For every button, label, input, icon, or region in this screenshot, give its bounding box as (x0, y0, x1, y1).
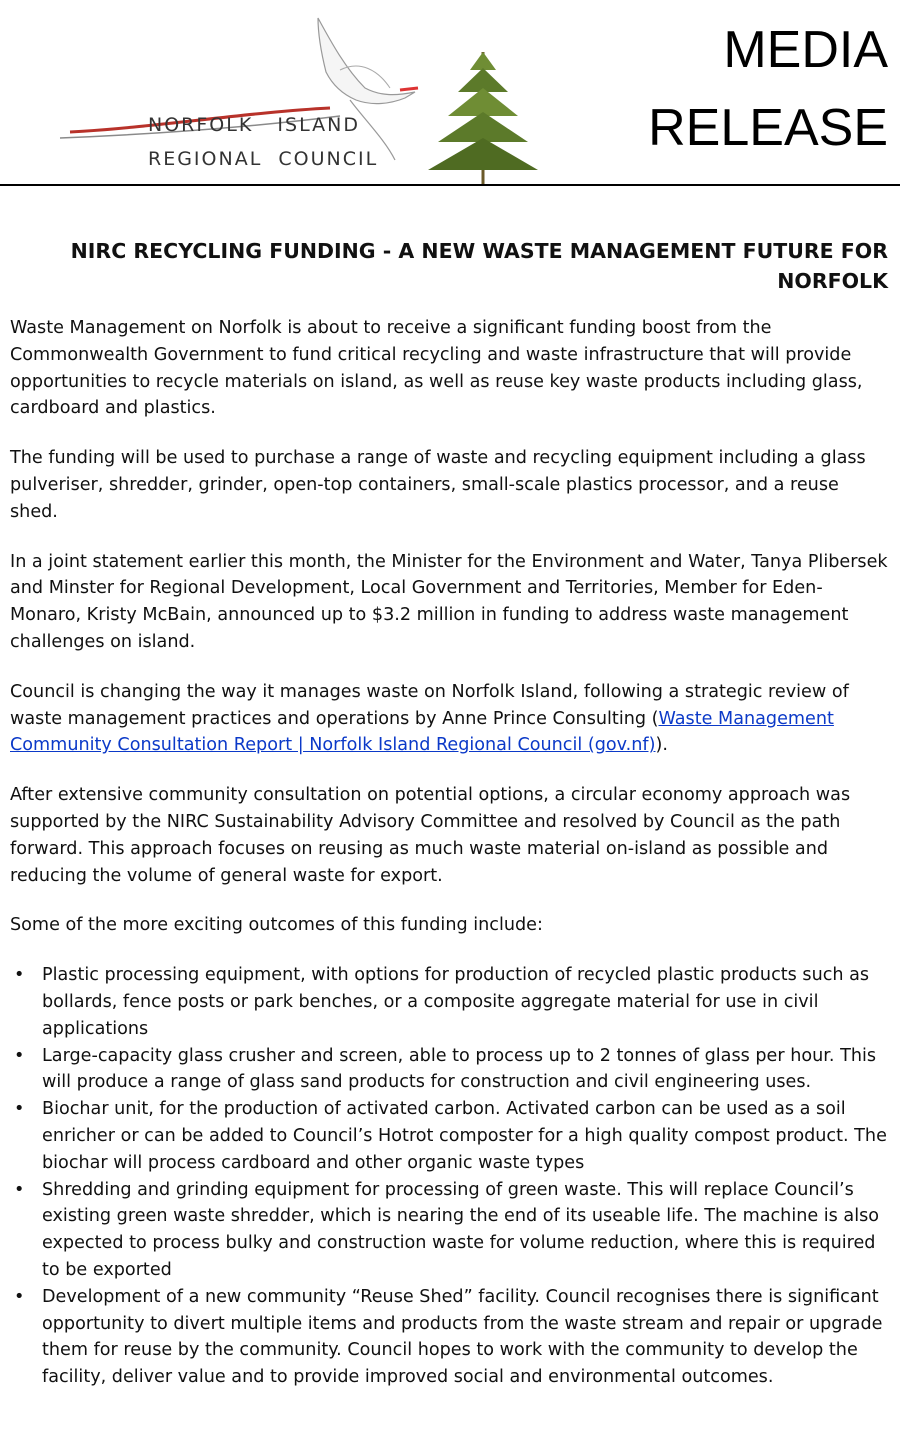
council-review-close: ). (655, 735, 668, 756)
bird-beak (400, 88, 418, 90)
bullet: • (14, 1286, 25, 1307)
paragraph-funding: The funding will be used to purchase a range of waste and recycling equipment including a glass pulveriser, shredder, grinder, open-top containers, small-scale plastics processor, and a reuse shed. (10, 448, 866, 522)
list-item (10, 1177, 890, 1284)
council-logo (0, 0, 600, 186)
outcomes-list (10, 962, 890, 1391)
bullet: • (14, 965, 25, 986)
header-divider (0, 184, 900, 186)
logo-text-regional-council: REGIONAL COUNCIL (148, 148, 379, 170)
council-review-text: Council is changing the way it manages waste on Norfolk Island, following a strategic review of waste management practices and operations by Anne Prince Consulting ( (10, 681, 849, 729)
media-release-title (648, 22, 888, 178)
bullet: • (14, 1179, 25, 1200)
bullet: • (14, 1099, 25, 1120)
headline: NIRC RECYCLING FUNDING - A NEW WASTE MANAGEMENT FUTURE FOR NORFOLK (70, 239, 888, 293)
list-item-text: Biochar unit, for the production of activated carbon. Activated carbon can be used as a soil enricher or can be added to Council’s Hotrot composter for a high quality compost product. The biochar will process cardboard and other organic waste types (42, 1099, 887, 1173)
article-body (10, 315, 890, 1391)
paragraph-council-review (10, 679, 890, 759)
list-item (10, 962, 890, 1042)
pine-tree-icon (428, 52, 538, 186)
list-item (10, 1043, 890, 1097)
list-item (10, 1096, 890, 1176)
media-title-line1: MEDIA (723, 21, 888, 79)
bullet: • (14, 1045, 25, 1066)
media-title-line2: RELEASE (648, 99, 888, 157)
list-item-text: Development of a new community “Reuse Shed” facility. Council recognises there is significant opportunity to divert multiple items and products from the waste stream and repair or upgrade them for reuse by the community. Council hopes to work with the community to develop the facility, deliver value and to provide improved social and environmental outcomes. (42, 1286, 883, 1388)
consultation-report-link[interactable]: Waste Management Community Consultation Report | Norfolk Island Regional Council (gov.nf) (10, 708, 834, 756)
list-item (10, 1284, 890, 1391)
logo-text-norfolk-island: NORFOLK ISLAND (148, 114, 360, 136)
paragraph-consultation: After extensive community consultation on potential options, a circular economy approach was supported by the NIRC Sustainability Advisory Committee and resolved by Council as the path forward. This approach focuses on reusing as much waste material on-island as possible and reducing the volume of general waste for export. (10, 785, 851, 886)
list-item-text: Plastic processing equipment, with options for production of recycled plastic products such as bollards, fence posts or park benches, or a composite aggregate material for use in civil applications (42, 965, 870, 1039)
outcomes-intro: Some of the more exciting outcomes of this funding include: (10, 915, 543, 936)
paragraph-intro: Waste Management on Norfolk is about to receive a significant funding boost from the Commonwealth Government to fund critical recycling and waste infrastructure that will provide opportunities to recycle materials on island, as well as reuse key waste products including glass, cardboard and plastics. (10, 318, 863, 419)
list-item-text: Large-capacity glass crusher and screen, able to process up to 2 tonnes of glass per hour. This will produce a range of glass sand products for construction and civil engineering uses. (42, 1045, 877, 1093)
paragraph-joint-statement: In a joint statement earlier this month, the Minister for the Environment and Water, Tanya Plibersek and Minster for Regional Development, Local Government and Territories, Member for Eden-Monaro, Kristy McBain, announced up to $3.2 million in funding to address waste management challenges on island. (10, 551, 888, 652)
header (0, 0, 900, 186)
list-item-text: Shredding and grinding equipment for processing of green waste. This will replace Council’s existing green waste shredder, which is nearing the end of its useable life. The machine is also expected to process bulky and construction waste for volume reduction, where this is required to be exported (42, 1179, 880, 1280)
